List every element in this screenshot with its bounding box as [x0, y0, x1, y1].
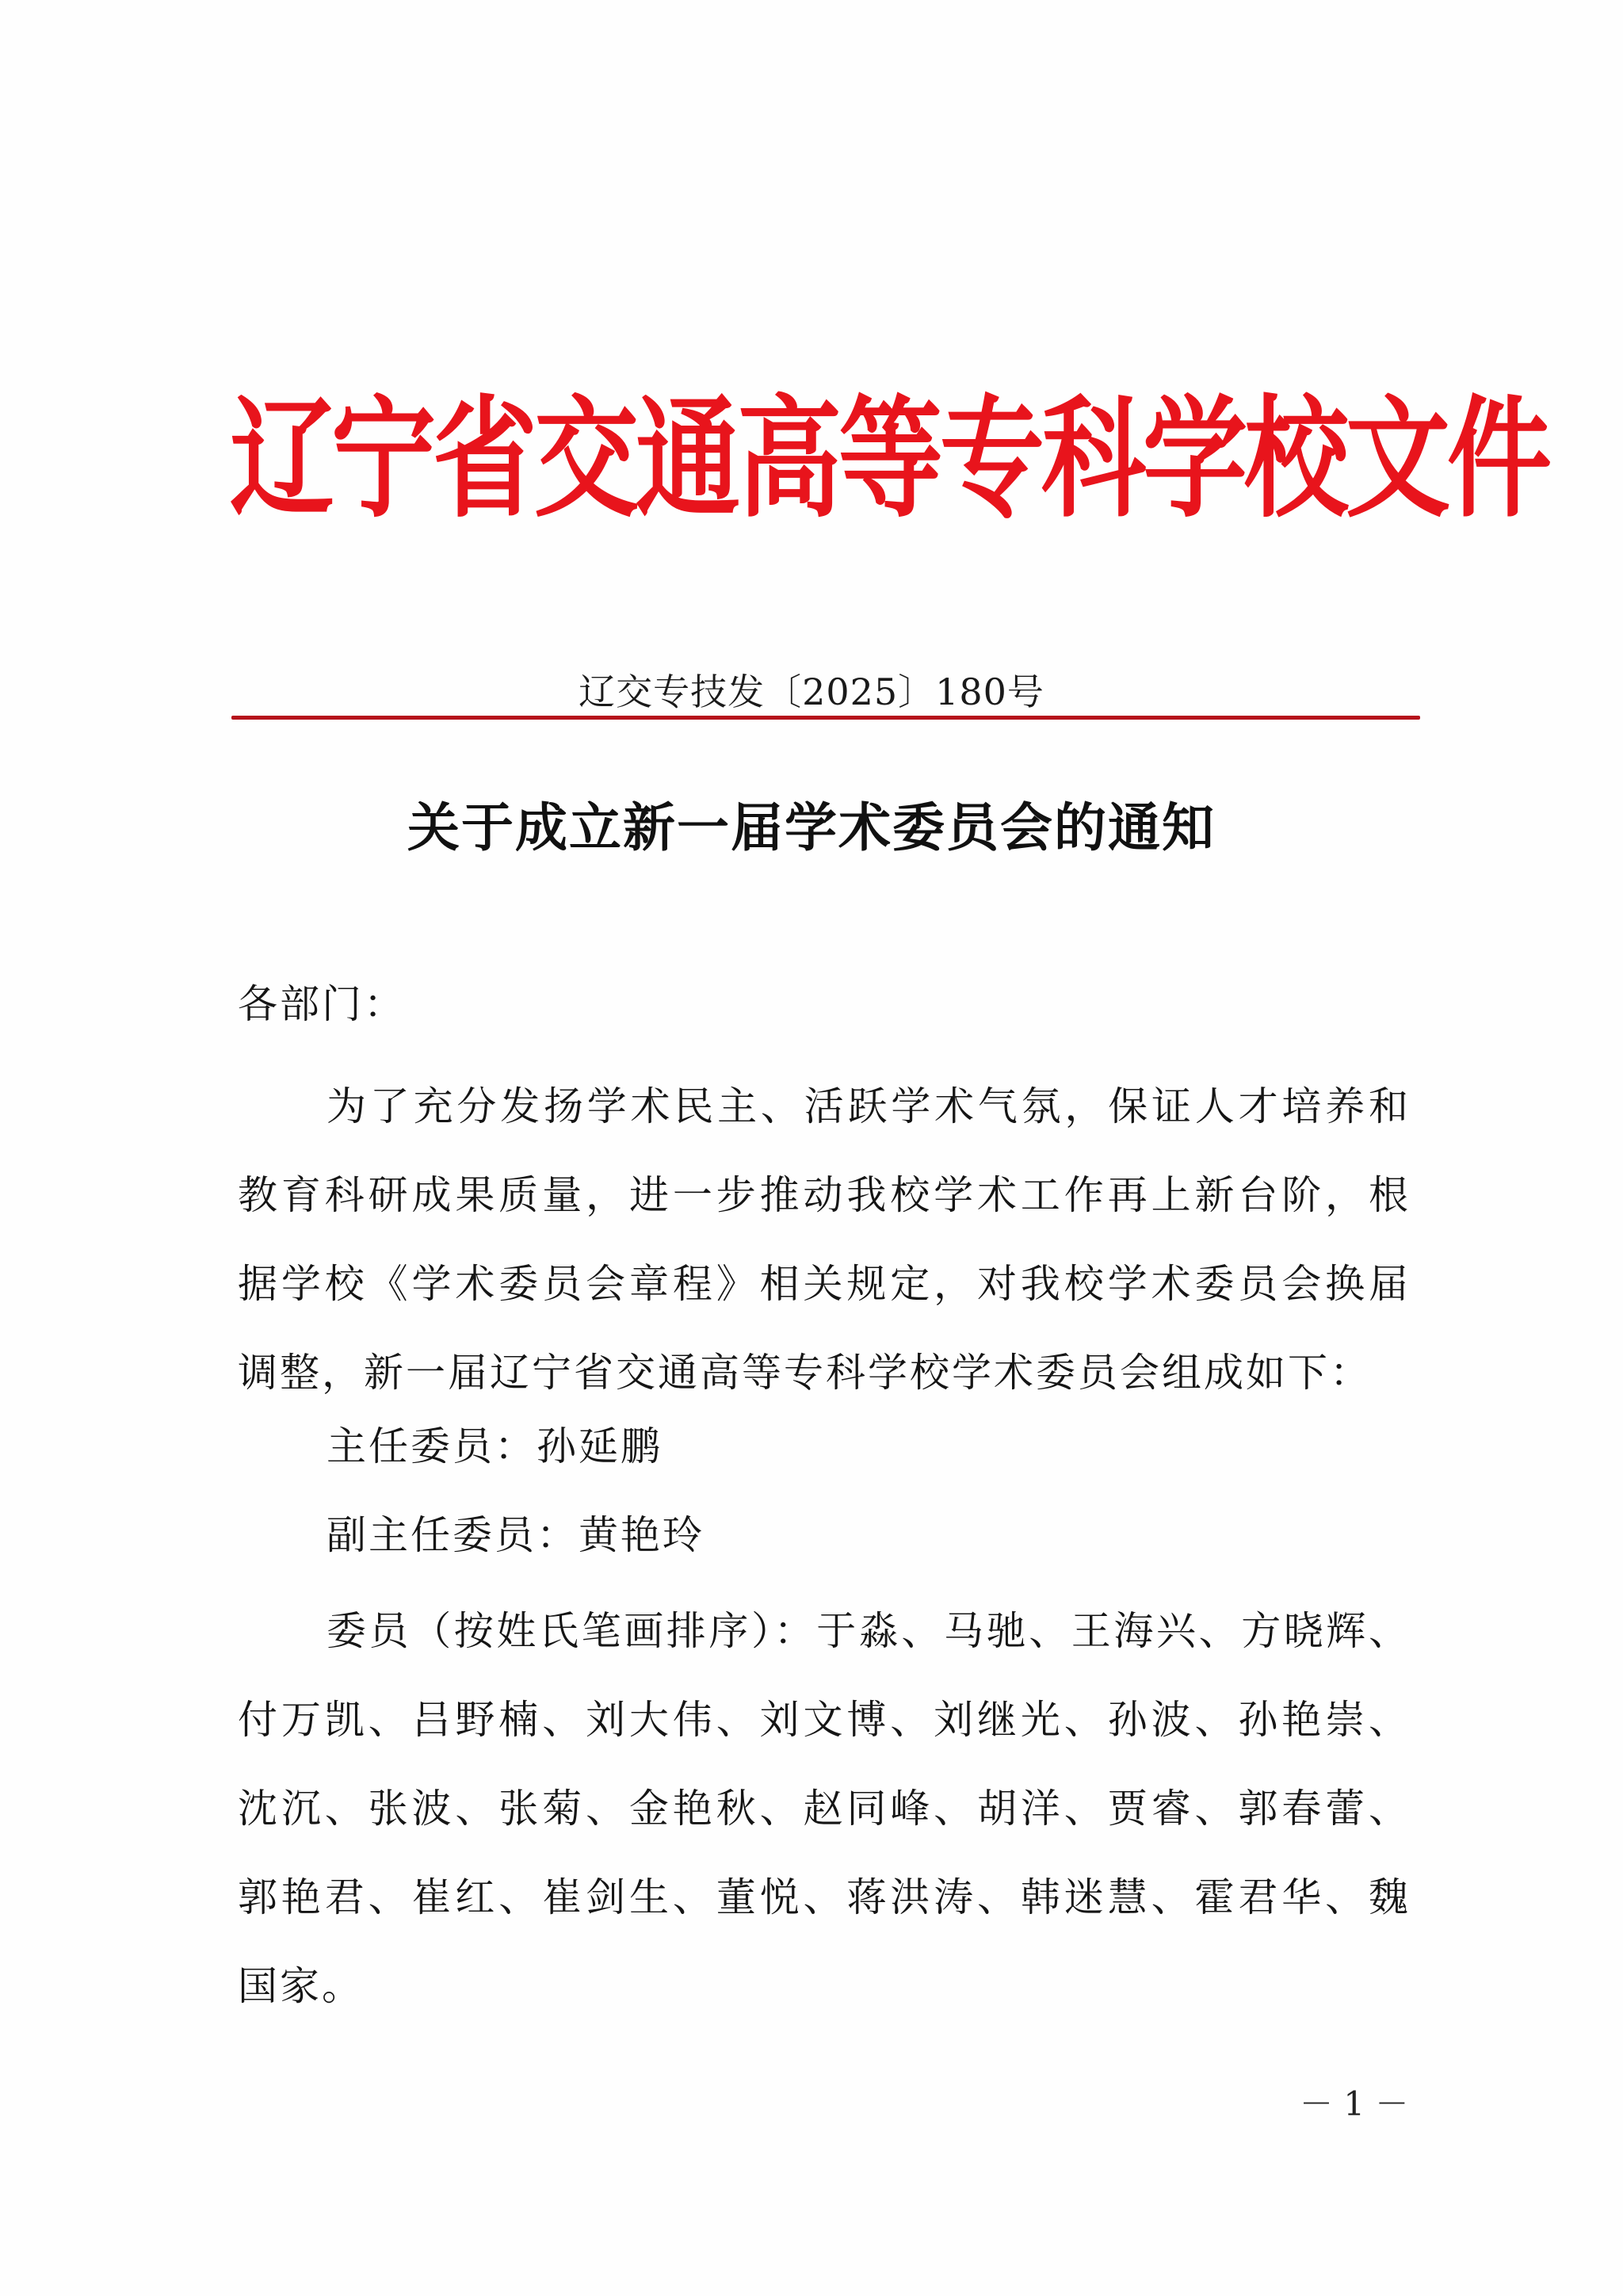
red-divider-line: [231, 716, 1420, 720]
page-number: － 1 －: [1300, 2084, 1409, 2123]
director-name: 孙延鹏: [537, 1423, 663, 1469]
members-list: 于淼、马驰、王海兴、方晓辉、付万凯、吕野楠、刘大伟、刘文博、刘继光、孙波、孙艳崇、沈沉、张波、张菊、金艳秋、赵同峰、胡洋、贾睿、郭春蕾、郭艳君、崔红、崔剑生、董悦、蒋洪涛、韩迷慧、霍君华、魏国家。: [238, 1608, 1411, 2009]
notice-title: 关于成立新一届学术委员会的通知: [407, 797, 1216, 858]
masthead-title: 辽宁省交通高等专科学校文件: [230, 383, 1549, 537]
vice-director-name: 黄艳玲: [579, 1512, 705, 1558]
document-number: 辽交专技发〔2025〕180号: [579, 670, 1044, 713]
vice-director-label: 副主任委员：: [327, 1512, 579, 1558]
members-paragraph: [238, 1587, 1411, 2030]
director-line: [327, 1419, 663, 1474]
members-label: 委员（按姓氏笔画排序）：: [327, 1608, 817, 1654]
director-label: 主任委员：: [327, 1423, 537, 1469]
vice-director-line: [327, 1507, 705, 1563]
salutation: 各部门：: [238, 981, 406, 1027]
body-paragraph: 为了充分发扬学术民主、活跃学术气氛，保证人才培养和教育科研成果质量，进一步推动我校学术工作再上新台阶，根据学校《学术委员会章程》相关规定，对我校学术委员会换届调整，新一届辽宁省交通高等专科学校学术委员会组成如下：: [238, 1083, 1411, 1396]
